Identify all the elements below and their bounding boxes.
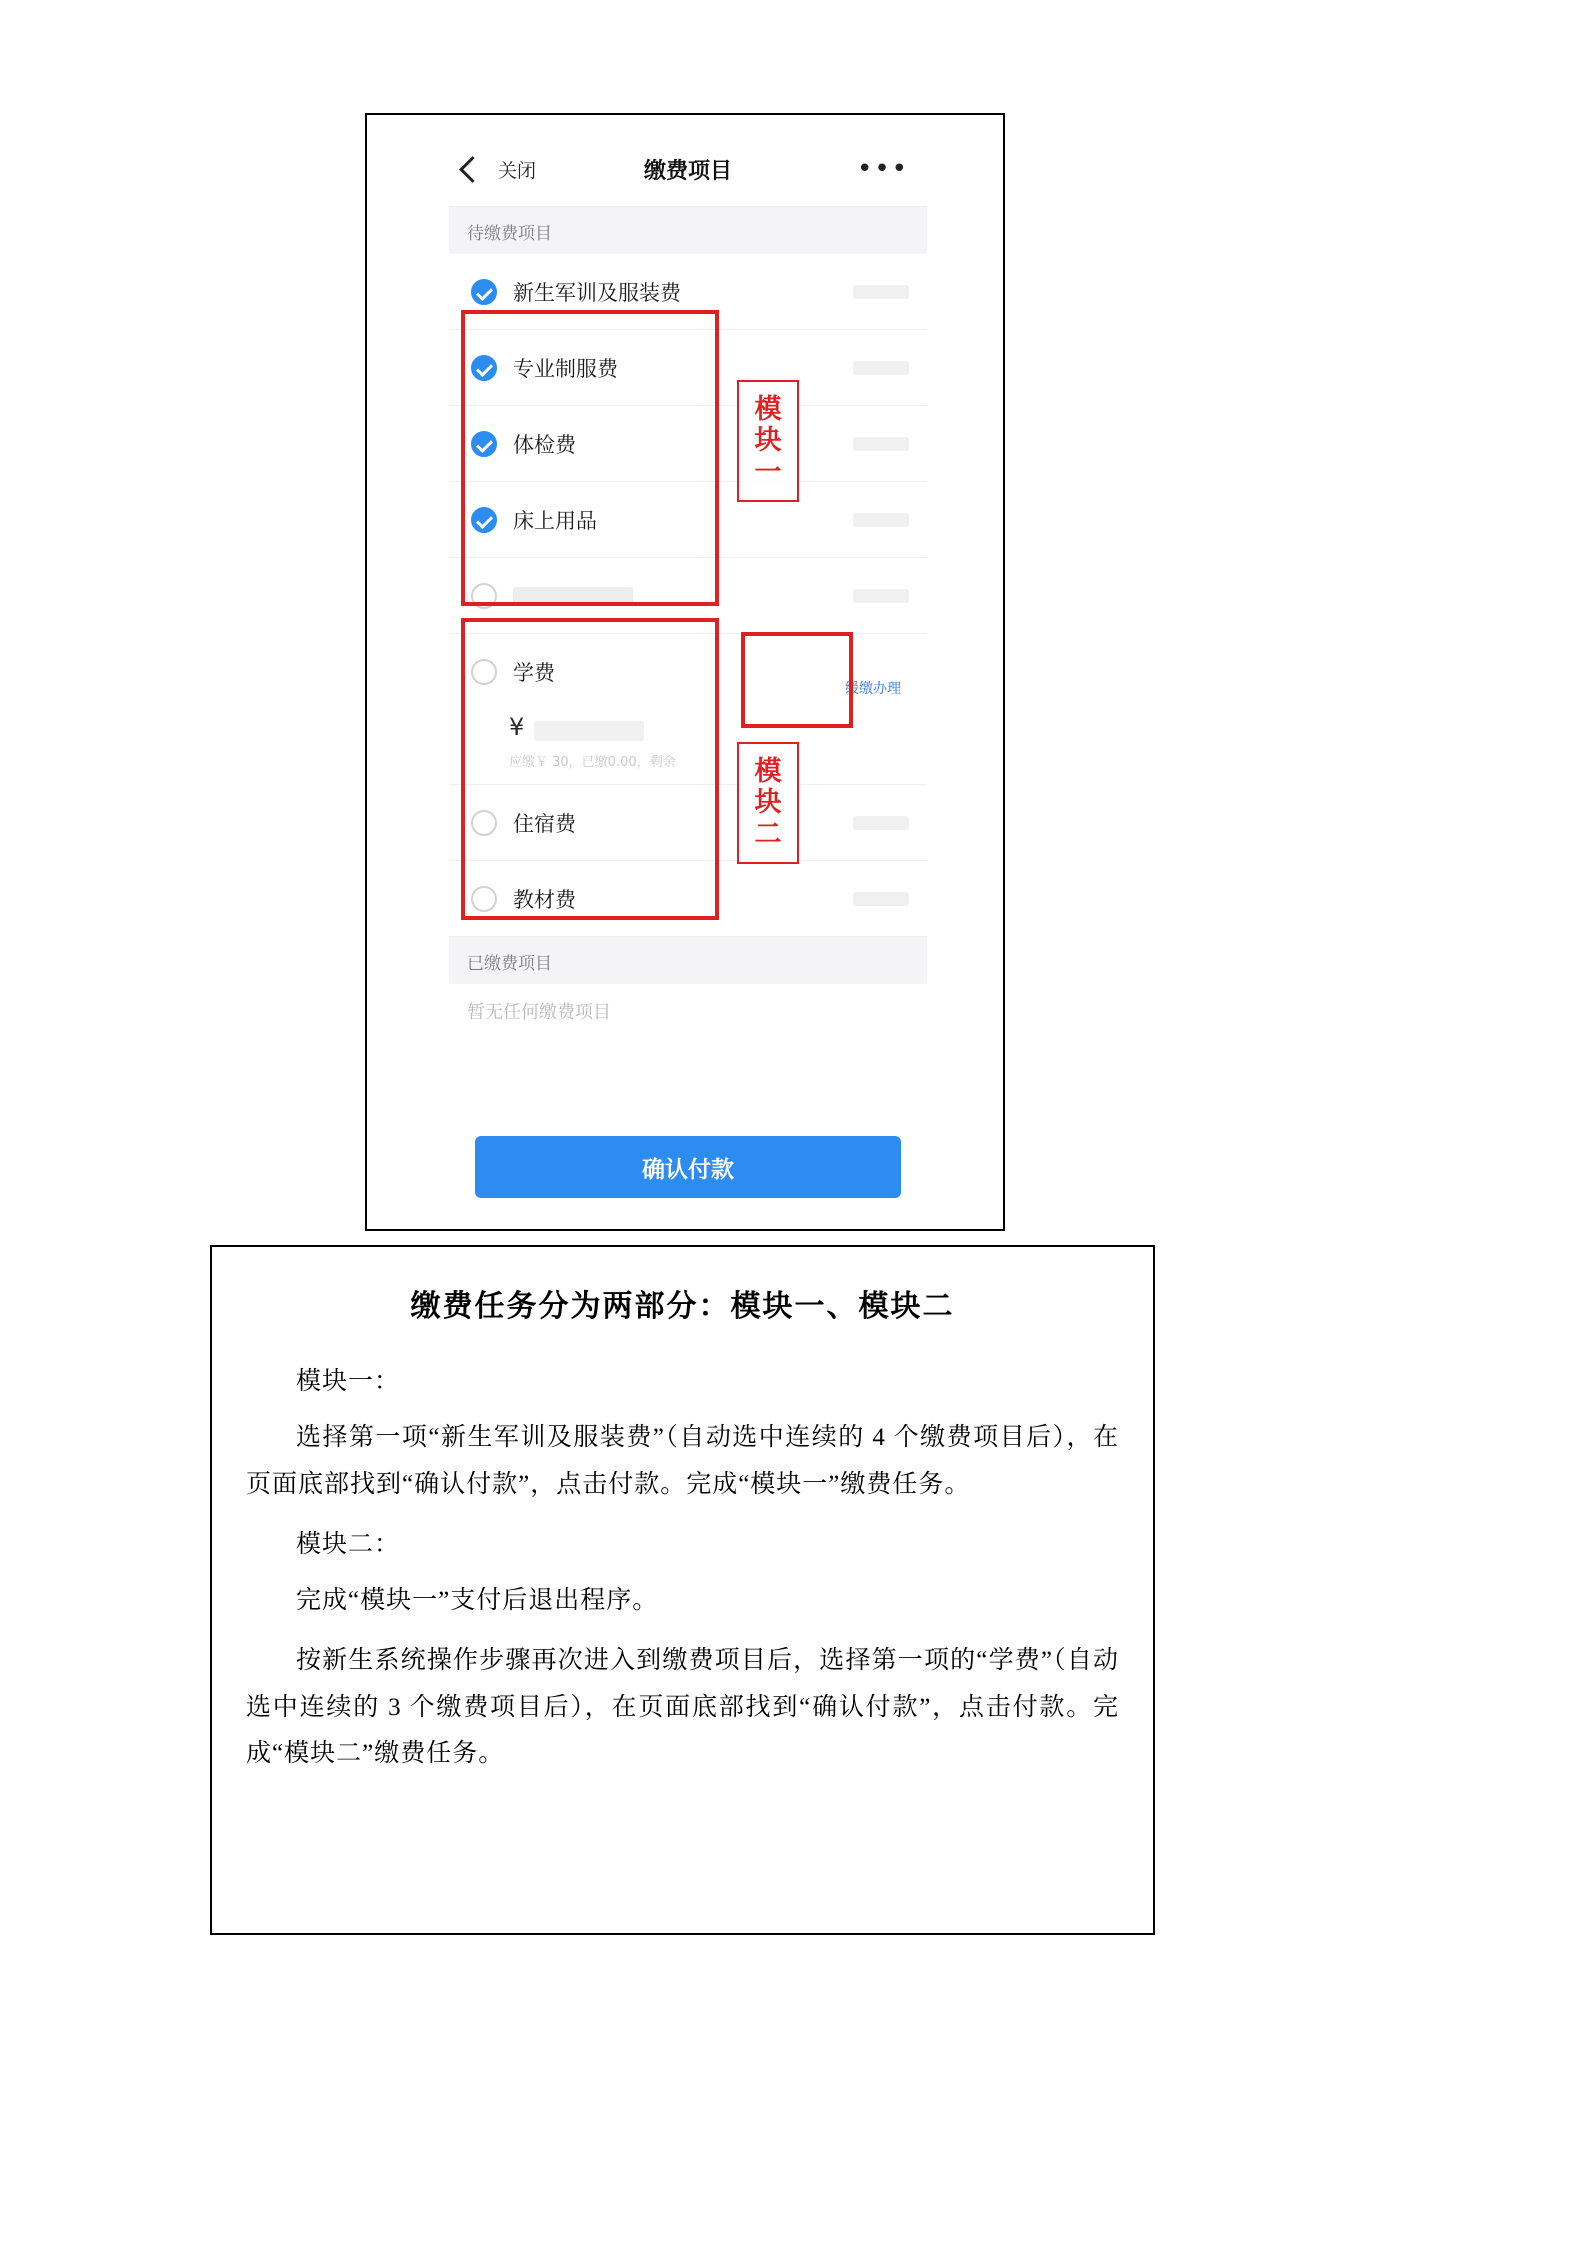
paid-empty-text: 暂无任何缴费项目 [449, 984, 927, 1050]
instruction-paragraph: 选择第一项“新生军训及服装费”（自动选中连续的 4 个缴费项目后），在页面底部找到“确认付款”，点击付款。完成“模块一”缴费任务。 [246, 1424, 1119, 1498]
phone-screen [449, 132, 927, 1212]
defer-payment-link[interactable]: 缓缴办理 [845, 681, 901, 697]
fee-name: 体检费 [513, 432, 576, 457]
tag-char: 二 [754, 818, 782, 850]
list-item[interactable] [449, 785, 927, 861]
tag-char: 模 [754, 756, 782, 788]
instruction-paragraph: 模块二： [296, 1530, 401, 1558]
amount-placeholder [853, 513, 909, 527]
instruction-title: 缴费任务分为两部分：模块一、模块二 [410, 1290, 955, 1323]
pending-section-label: 待缴费项目 [449, 207, 927, 254]
paid-section-label: 已缴费项目 [449, 937, 927, 984]
amount-placeholder [853, 589, 909, 603]
tag-char: 一 [754, 456, 782, 488]
tuition-amount-note: 应缴￥ 30，已缴0.00，剩余 [449, 745, 927, 785]
app-header [449, 132, 927, 207]
checkbox-checked-icon[interactable] [471, 355, 497, 381]
more-dots-icon[interactable]: ••• [856, 154, 909, 184]
list-item[interactable] [449, 558, 927, 634]
list-item[interactable] [449, 634, 927, 709]
checkbox-checked-icon[interactable] [471, 431, 497, 457]
fee-name: 新生军训及服装费 [513, 280, 681, 305]
amount-placeholder [853, 816, 909, 830]
instruction-box [210, 1245, 1155, 1935]
amount-placeholder [853, 285, 909, 299]
tag-char: 块 [754, 787, 782, 819]
close-button[interactable]: 关闭 [498, 159, 537, 182]
list-item[interactable] [449, 482, 927, 558]
amount-placeholder [853, 361, 909, 375]
fee-name: 学费 [513, 660, 555, 685]
annotation-tag-module-two [737, 742, 799, 864]
instruction-paragraph: 模块一： [296, 1368, 401, 1395]
screenshot-figure [365, 113, 1005, 1231]
module-one-list [449, 254, 927, 634]
amount-placeholder [853, 892, 909, 906]
instruction-paragraph: 完成“模块一”支付后退出程序。 [296, 1587, 659, 1614]
amount-placeholder [853, 437, 909, 451]
checkbox-unchecked-icon[interactable] [471, 886, 497, 912]
list-item[interactable] [449, 406, 927, 482]
instruction-paragraph: 按新生系统操作步骤再次进入到缴费项目后，选择第一项的“学费”（自动选中连续的 3 个缴费项目后），在页面底部找到“确认付款”，点击付款。完成“模块二”缴费任务。 [246, 1647, 1119, 1767]
tag-char: 模 [754, 394, 782, 426]
fee-name: 住宿费 [513, 811, 576, 836]
fee-name: 教材费 [513, 887, 576, 912]
list-item[interactable] [449, 861, 927, 937]
page-title: 缴费项目 [643, 158, 732, 184]
list-item[interactable] [449, 330, 927, 406]
tuition-amount-row [449, 709, 927, 745]
checkbox-checked-icon[interactable] [471, 507, 497, 533]
checkbox-unchecked-icon[interactable] [471, 583, 497, 609]
confirm-payment-button[interactable]: 确认付款 [475, 1136, 901, 1198]
fee-name: 床上用品 [513, 508, 597, 533]
amount-placeholder [534, 721, 644, 741]
module-two-list [449, 634, 927, 937]
list-item[interactable] [449, 254, 927, 330]
annotation-tag-module-one [737, 380, 799, 502]
currency-symbol: ¥ [509, 713, 525, 741]
tag-char: 块 [754, 425, 782, 457]
checkbox-checked-icon[interactable] [471, 279, 497, 305]
checkbox-unchecked-icon[interactable] [471, 810, 497, 836]
fee-name: 专业制服费 [513, 356, 618, 381]
chevron-left-icon[interactable] [459, 156, 486, 183]
fee-name [513, 587, 633, 605]
checkbox-unchecked-icon[interactable] [471, 659, 497, 685]
